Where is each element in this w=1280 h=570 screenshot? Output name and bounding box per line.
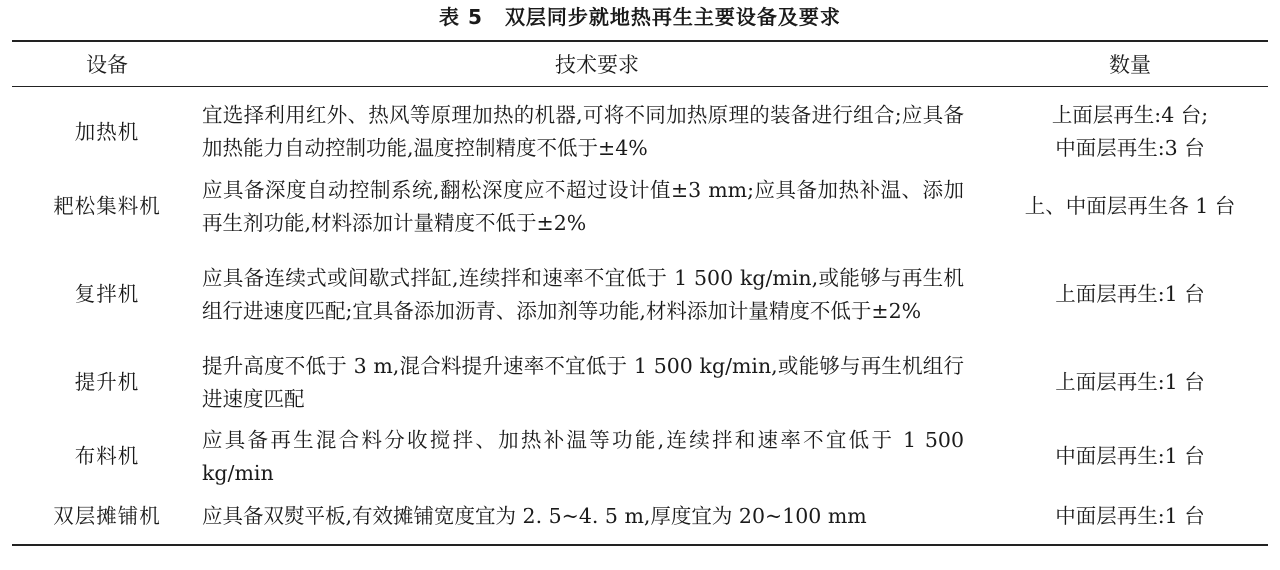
quantity-cell: [992, 347, 1268, 419]
table-number: 表 5: [439, 5, 483, 29]
requirement-cell: 应具备再生混合料分收搅拌、加热补温等功能,连续拌和速率不宜低于 1 500 kg/min: [202, 427, 964, 485]
device-cell: 复拌机: [74, 282, 140, 306]
table-row: [12, 419, 1268, 495]
device-cell: 双层摊铺机: [53, 503, 161, 528]
table-row: [12, 243, 1268, 347]
requirement-cell: 应具备深度自动控制系统,翻松深度应不超过设计值±3 mm;应具备加热补温、添加再生剂功能,材料添加计量精度不低于±2%: [202, 177, 964, 235]
header-requirement: 技术要求: [555, 53, 639, 77]
quantity-line: 上、中面层再生各 1 台: [1024, 194, 1236, 218]
requirement-cell: 应具备连续式或间歇式拌缸,连续拌和速率不宜低于 1 500 kg/min,或能够与再生机组行进速度匹配;宜具备添加沥青、添加剂等功能,材料添加计量精度不低于±2%: [202, 265, 964, 323]
quantity-cell: [992, 495, 1268, 545]
device-cell: 提升机: [74, 370, 140, 394]
quantity-cell: [992, 419, 1268, 495]
table-header: [12, 41, 1268, 87]
quantity-line: 上面层再生:4 台;: [1051, 103, 1209, 128]
quantity-cell: [992, 87, 1268, 171]
requirement-cell: 宜选择利用红外、热风等原理加热的机器,可将不同加热原理的装备进行组合;应具备加热能力自动控制功能,温度控制精度不低于±4%: [202, 103, 964, 161]
requirement-cell: 提升高度不低于 3 m,混合料提升速率不宜低于 1 500 kg/min,或能够与再生机组行进速度匹配: [202, 353, 964, 411]
quantity-line: 中面层再生:3 台: [1055, 136, 1205, 161]
quantity-line: 中面层再生:1 台: [1055, 444, 1205, 468]
table-row: [12, 347, 1268, 419]
device-cell: 加热机: [74, 119, 140, 144]
table-row: [12, 495, 1268, 545]
quantity-line: 上面层再生:1 台: [1055, 282, 1205, 306]
header-device: 设备: [86, 53, 128, 77]
table-title: 双层同步就地热再生主要设备及要求: [504, 5, 841, 29]
table-body: [12, 87, 1268, 545]
quantity-line: 中面层再生:1 台: [1055, 503, 1205, 528]
device-cell: 布料机: [74, 444, 140, 468]
quantity-cell: [992, 243, 1268, 347]
device-cell: 耙松集料机: [53, 194, 161, 218]
table-caption: [0, 2, 1280, 32]
table-row: [12, 171, 1268, 243]
quantity-line: 上面层再生:1 台: [1055, 370, 1205, 394]
table-row: [12, 87, 1268, 171]
quantity-cell: [992, 171, 1268, 243]
requirement-cell: 应具备双熨平板,有效摊铺宽度宜为 2. 5~4. 5 m,厚度宜为 20~100 mm: [202, 503, 867, 528]
equipment-table: [12, 40, 1268, 546]
header-quantity: 数量: [1109, 53, 1151, 77]
